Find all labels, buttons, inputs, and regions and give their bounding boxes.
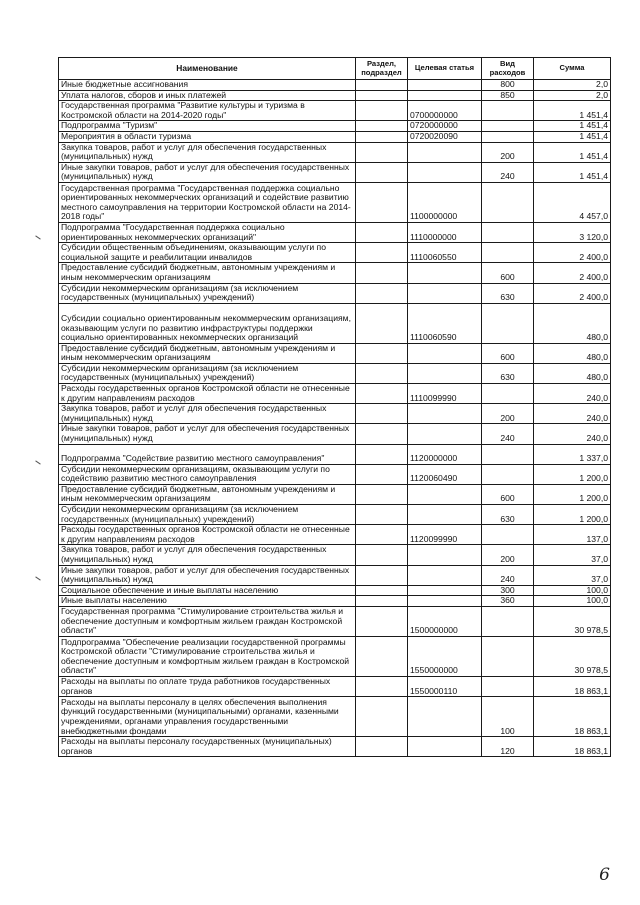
row-kind	[482, 182, 534, 222]
row-section	[356, 404, 408, 424]
row-sum: 2,0	[534, 90, 611, 101]
table-row	[59, 142, 611, 162]
row-name: Социальное обеспечение и иные выплаты населению	[59, 585, 356, 596]
row-name: Закупка товаров, работ и услуг для обеспечения государственных (муниципальных) нужд	[59, 142, 356, 162]
row-sum: 2 400,0	[534, 283, 611, 303]
row-name: Расходы на выплаты по оплате труда работников государственных органов	[59, 676, 356, 696]
row-name: Субсидии некоммерческим организациям (за исключением государственных (муниципальных) учреждений)	[59, 363, 356, 383]
table-row	[59, 303, 611, 343]
table-row	[59, 676, 611, 696]
row-kind	[482, 243, 534, 263]
row-target	[408, 263, 482, 283]
row-kind	[482, 464, 534, 484]
row-section	[356, 525, 408, 545]
table-row	[59, 444, 611, 464]
row-target	[408, 585, 482, 596]
row-sum: 2,0	[534, 80, 611, 91]
row-target	[408, 283, 482, 303]
row-section	[356, 142, 408, 162]
table-row	[59, 737, 611, 757]
row-target	[408, 142, 482, 162]
row-name: Мероприятия в области туризма	[59, 131, 356, 142]
row-target: 1120099990	[408, 525, 482, 545]
row-name: Иные закупки товаров, работ и услуг для обеспечения государственных (муниципальных) нужд	[59, 162, 356, 182]
row-sum: 18 863,1	[534, 676, 611, 696]
row-section	[356, 585, 408, 596]
row-name: Иные закупки товаров, работ и услуг для обеспечения государственных (муниципальных) нужд	[59, 424, 356, 444]
row-kind: 240	[482, 162, 534, 182]
row-target: 0700000000	[408, 101, 482, 121]
row-name: Подпрограмма "Туризм"	[59, 121, 356, 132]
row-kind: 630	[482, 363, 534, 383]
row-sum: 1 451,4	[534, 121, 611, 132]
row-kind: 630	[482, 283, 534, 303]
row-kind: 300	[482, 585, 534, 596]
row-name: Расходы государственных органов Костромской области не отнесенные к другим направлениям расходов	[59, 384, 356, 404]
row-sum: 480,0	[534, 363, 611, 383]
table-row	[59, 90, 611, 101]
table-row	[59, 222, 611, 242]
row-name: Расходы на выплаты персоналу государственных (муниципальных) органов	[59, 737, 356, 757]
table-row	[59, 596, 611, 607]
row-target: 1500000000	[408, 606, 482, 636]
row-name: Иные выплаты населению	[59, 596, 356, 607]
table-row	[59, 162, 611, 182]
header-target: Целевая статья	[408, 58, 482, 80]
table-row	[59, 363, 611, 383]
row-kind	[482, 121, 534, 132]
row-sum: 1 451,4	[534, 142, 611, 162]
row-target: 1100000000	[408, 182, 482, 222]
table-row	[59, 404, 611, 424]
row-target	[408, 596, 482, 607]
row-sum: 1 451,4	[534, 131, 611, 142]
row-sum: 100,0	[534, 596, 611, 607]
row-name: Государственная программа "Стимулирование строительства жилья и обеспечение доступным и комфортным жильем граждан Костромской области"	[59, 606, 356, 636]
row-sum: 37,0	[534, 565, 611, 585]
budget-table	[58, 57, 611, 757]
table-body	[59, 80, 611, 757]
header-section: Раздел, подраздел	[356, 58, 408, 80]
row-section	[356, 596, 408, 607]
table-row	[59, 243, 611, 263]
row-target	[408, 545, 482, 565]
row-section	[356, 222, 408, 242]
row-sum: 1 200,0	[534, 484, 611, 504]
row-section	[356, 697, 408, 737]
row-kind	[482, 525, 534, 545]
header-sum: Сумма	[534, 58, 611, 80]
row-section	[356, 606, 408, 636]
row-section	[356, 464, 408, 484]
row-section	[356, 737, 408, 757]
row-kind	[482, 444, 534, 464]
row-target	[408, 162, 482, 182]
row-section	[356, 90, 408, 101]
table-row	[59, 343, 611, 363]
row-target	[408, 424, 482, 444]
table-row	[59, 424, 611, 444]
row-section	[356, 131, 408, 142]
table-row	[59, 585, 611, 596]
row-kind	[482, 101, 534, 121]
row-target	[408, 404, 482, 424]
row-kind: 100	[482, 697, 534, 737]
row-kind: 600	[482, 263, 534, 283]
row-section	[356, 243, 408, 263]
row-kind	[482, 303, 534, 343]
table-row	[59, 697, 611, 737]
row-section	[356, 363, 408, 383]
row-sum: 2 400,0	[534, 263, 611, 283]
row-target: 0720020090	[408, 131, 482, 142]
row-sum: 4 457,0	[534, 182, 611, 222]
row-name: Иные закупки товаров, работ и услуг для обеспечения государственных (муниципальных) нужд	[59, 565, 356, 585]
row-name: Субсидии общественным объединениям, оказывающим услуги по социальной защите и реабилитации инвалидов	[59, 243, 356, 263]
row-sum: 240,0	[534, 384, 611, 404]
row-name: Закупка товаров, работ и услуг для обеспечения государственных (муниципальных) нужд	[59, 404, 356, 424]
row-section	[356, 263, 408, 283]
row-kind: 240	[482, 565, 534, 585]
row-kind	[482, 222, 534, 242]
row-section	[356, 121, 408, 132]
row-name: Субсидии некоммерческим организациям, оказывающим услуги по содействию развитию местного самоуправления	[59, 464, 356, 484]
row-kind	[482, 131, 534, 142]
row-target	[408, 90, 482, 101]
row-sum: 240,0	[534, 424, 611, 444]
row-kind: 600	[482, 484, 534, 504]
margin-tick	[35, 235, 40, 239]
row-target	[408, 565, 482, 585]
row-section	[356, 162, 408, 182]
row-section	[356, 303, 408, 343]
row-target: 1110060550	[408, 243, 482, 263]
table-row	[59, 121, 611, 132]
table-row	[59, 505, 611, 525]
row-section	[356, 505, 408, 525]
table-row	[59, 464, 611, 484]
row-kind: 600	[482, 343, 534, 363]
row-section	[356, 343, 408, 363]
table-row	[59, 182, 611, 222]
row-kind: 800	[482, 80, 534, 91]
row-name: Расходы на выплаты персоналу в целях обеспечения выполнения функций государственными (муниципальными) органами, казенными учреждениями, органами управления государственными внебюджетными фондами	[59, 697, 356, 737]
row-target	[408, 737, 482, 757]
table-row	[59, 525, 611, 545]
row-sum: 3 120,0	[534, 222, 611, 242]
row-kind: 120	[482, 737, 534, 757]
row-target: 1550000110	[408, 676, 482, 696]
row-section	[356, 444, 408, 464]
row-name: Предоставление субсидий бюджетным, автономным учреждениям и иным некоммерческим организациям	[59, 343, 356, 363]
row-name: Государственная программа "Государственная поддержка социально ориентированных некоммерческих организаций и содействие развитию местного самоуправления на территории Костромской области на 2014-2018 годы"	[59, 182, 356, 222]
row-section	[356, 182, 408, 222]
row-sum: 2 400,0	[534, 243, 611, 263]
row-name: Иные бюджетные ассигнования	[59, 80, 356, 91]
table-row	[59, 80, 611, 91]
row-kind: 630	[482, 505, 534, 525]
row-kind: 240	[482, 424, 534, 444]
row-target	[408, 505, 482, 525]
table-header-row	[59, 58, 611, 80]
margin-tick	[35, 460, 40, 464]
row-sum: 240,0	[534, 404, 611, 424]
row-kind	[482, 676, 534, 696]
row-section	[356, 384, 408, 404]
row-section	[356, 545, 408, 565]
row-name: Субсидии некоммерческим организациям (за исключением государственных (муниципальных) учреждений)	[59, 283, 356, 303]
row-target: 1110060590	[408, 303, 482, 343]
row-name: Закупка товаров, работ и услуг для обеспечения государственных (муниципальных) нужд	[59, 545, 356, 565]
row-target: 1550000000	[408, 636, 482, 676]
row-section	[356, 676, 408, 696]
table-row	[59, 565, 611, 585]
row-sum: 18 863,1	[534, 737, 611, 757]
row-kind: 200	[482, 142, 534, 162]
row-kind: 200	[482, 404, 534, 424]
row-sum: 18 863,1	[534, 697, 611, 737]
row-target: 0720000000	[408, 121, 482, 132]
row-name: Уплата налогов, сборов и иных платежей	[59, 90, 356, 101]
row-section	[356, 283, 408, 303]
row-section	[356, 636, 408, 676]
table-row	[59, 545, 611, 565]
row-kind	[482, 636, 534, 676]
row-sum: 30 978,5	[534, 606, 611, 636]
table-row	[59, 101, 611, 121]
row-name: Подпрограмма "Государственная поддержка социально ориентированных некоммерческих организаций"	[59, 222, 356, 242]
row-kind	[482, 606, 534, 636]
row-kind	[482, 384, 534, 404]
row-target	[408, 484, 482, 504]
page-number: 6	[599, 865, 610, 885]
row-sum: 137,0	[534, 525, 611, 545]
row-section	[356, 484, 408, 504]
table-row	[59, 283, 611, 303]
table-row	[59, 606, 611, 636]
header-name: Наименование	[59, 58, 356, 80]
row-name: Государственная программа "Развитие культуры и туризма в Костромской области на 2014-2020 годы"	[59, 101, 356, 121]
row-kind: 200	[482, 545, 534, 565]
row-target	[408, 363, 482, 383]
row-sum: 30 978,5	[534, 636, 611, 676]
row-target: 1120000000	[408, 444, 482, 464]
row-kind: 360	[482, 596, 534, 607]
row-target: 1110099990	[408, 384, 482, 404]
row-sum: 1 200,0	[534, 505, 611, 525]
row-name: Подпрограмма "Обеспечение реализации государственной программы Костромской области "Стимулирование строительства жилья и обеспечение доступным и комфортным жильем граждан в Костромской области"	[59, 636, 356, 676]
row-kind: 850	[482, 90, 534, 101]
row-sum: 480,0	[534, 303, 611, 343]
row-target: 1120060490	[408, 464, 482, 484]
row-target	[408, 343, 482, 363]
row-section	[356, 424, 408, 444]
row-name: Расходы государственных органов Костромской области не отнесенные к другим направлениям расходов	[59, 525, 356, 545]
row-name: Субсидии некоммерческим организациям (за исключением государственных (муниципальных) учреждений)	[59, 505, 356, 525]
row-target: 1110000000	[408, 222, 482, 242]
table-row	[59, 384, 611, 404]
table-row	[59, 636, 611, 676]
row-section	[356, 80, 408, 91]
row-target	[408, 697, 482, 737]
row-section	[356, 565, 408, 585]
row-section	[356, 101, 408, 121]
row-name: Предоставление субсидий бюджетным, автономным учреждениям и иным некоммерческим организациям	[59, 263, 356, 283]
row-name: Подпрограмма "Содействие развитию местного самоуправления"	[59, 444, 356, 464]
row-sum: 1 200,0	[534, 464, 611, 484]
row-sum: 1 337,0	[534, 444, 611, 464]
table-row	[59, 131, 611, 142]
row-target	[408, 80, 482, 91]
row-sum: 37,0	[534, 545, 611, 565]
row-name: Субсидии социально ориентированным некоммерческим организациям, оказывающим услуги по развитию инфраструктуры поддержки социально ориентированных некоммерческих организаций	[59, 303, 356, 343]
table-row	[59, 263, 611, 283]
row-sum: 1 451,4	[534, 162, 611, 182]
row-sum: 480,0	[534, 343, 611, 363]
margin-tick	[35, 576, 40, 580]
row-sum: 1 451,4	[534, 101, 611, 121]
row-name: Предоставление субсидий бюджетным, автономным учреждениям и иным некоммерческим организациям	[59, 484, 356, 504]
header-kind: Вид расходов	[482, 58, 534, 80]
table-row	[59, 484, 611, 504]
row-sum: 100,0	[534, 585, 611, 596]
